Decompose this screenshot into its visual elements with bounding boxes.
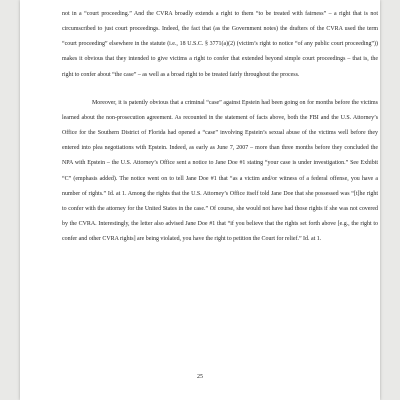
paragraph-1: not in a “court proceeding.” And the CVRA broadly extends a right to them “to be treated with fairness” – a right that is not circumscribed to just court proceedings. Indeed, the fact that (as the Government notes) the drafters of the CVRA used the term “court proceeding” elsewhere in the statute (i.e., 18 U.S.C. § 3771(a)(2) (victim’s right to notice “of any public court proceeding”)) makes it obvious that they intended to give victims a right to confer that extended beyond simple court proceedings – that is, the right to confer about “the case” – as well as a broad right to be treated fairly throughout the process. <box>62 11 378 78</box>
page-number: 25 <box>197 374 203 380</box>
body-text <box>62 7 378 247</box>
paragraph-2: Moreover, it is patently obvious that a criminal “case” against Epstein had been going on for months before the victims learned about the non-prosecution agreement. As recounted in the statement of facts above, both the FBI and the U.S. Attorney’s Office for the Southern District of Florida had opened a “case” involving Epstein’s sexual abuse of the victims well before they entered into plea negotiations with Epstein. Indeed, as early as June 7, 2007 – more than three months before they concluded the NPA with Epstein – the U.S. Attorney’s Office sent a notice to Jane Doe #1 stating “your case is under investigation.” See Exhibit “C” (emphasis added). The notice went on to tell Jane Doe #1 that “as a victim and/or witness of a federal offense, you have a number of rights.” Id. at 1. Among the rights that the U.S. Attorney’s Office itself told Jane Doe that she possessed was “[t]he right to confer with the attorney for the United States in the case.” Of course, she would not have had those rights if she was not covered by the CVRA. Interestingly, the letter also advised Jane Doe #1 that “if you believe that the rights set forth above [e.g., the right to confer and other CVRA rights] are being violated, you have the right to petition the Court for relief.” Id. at 1. <box>62 99 378 243</box>
document-page <box>20 0 380 400</box>
